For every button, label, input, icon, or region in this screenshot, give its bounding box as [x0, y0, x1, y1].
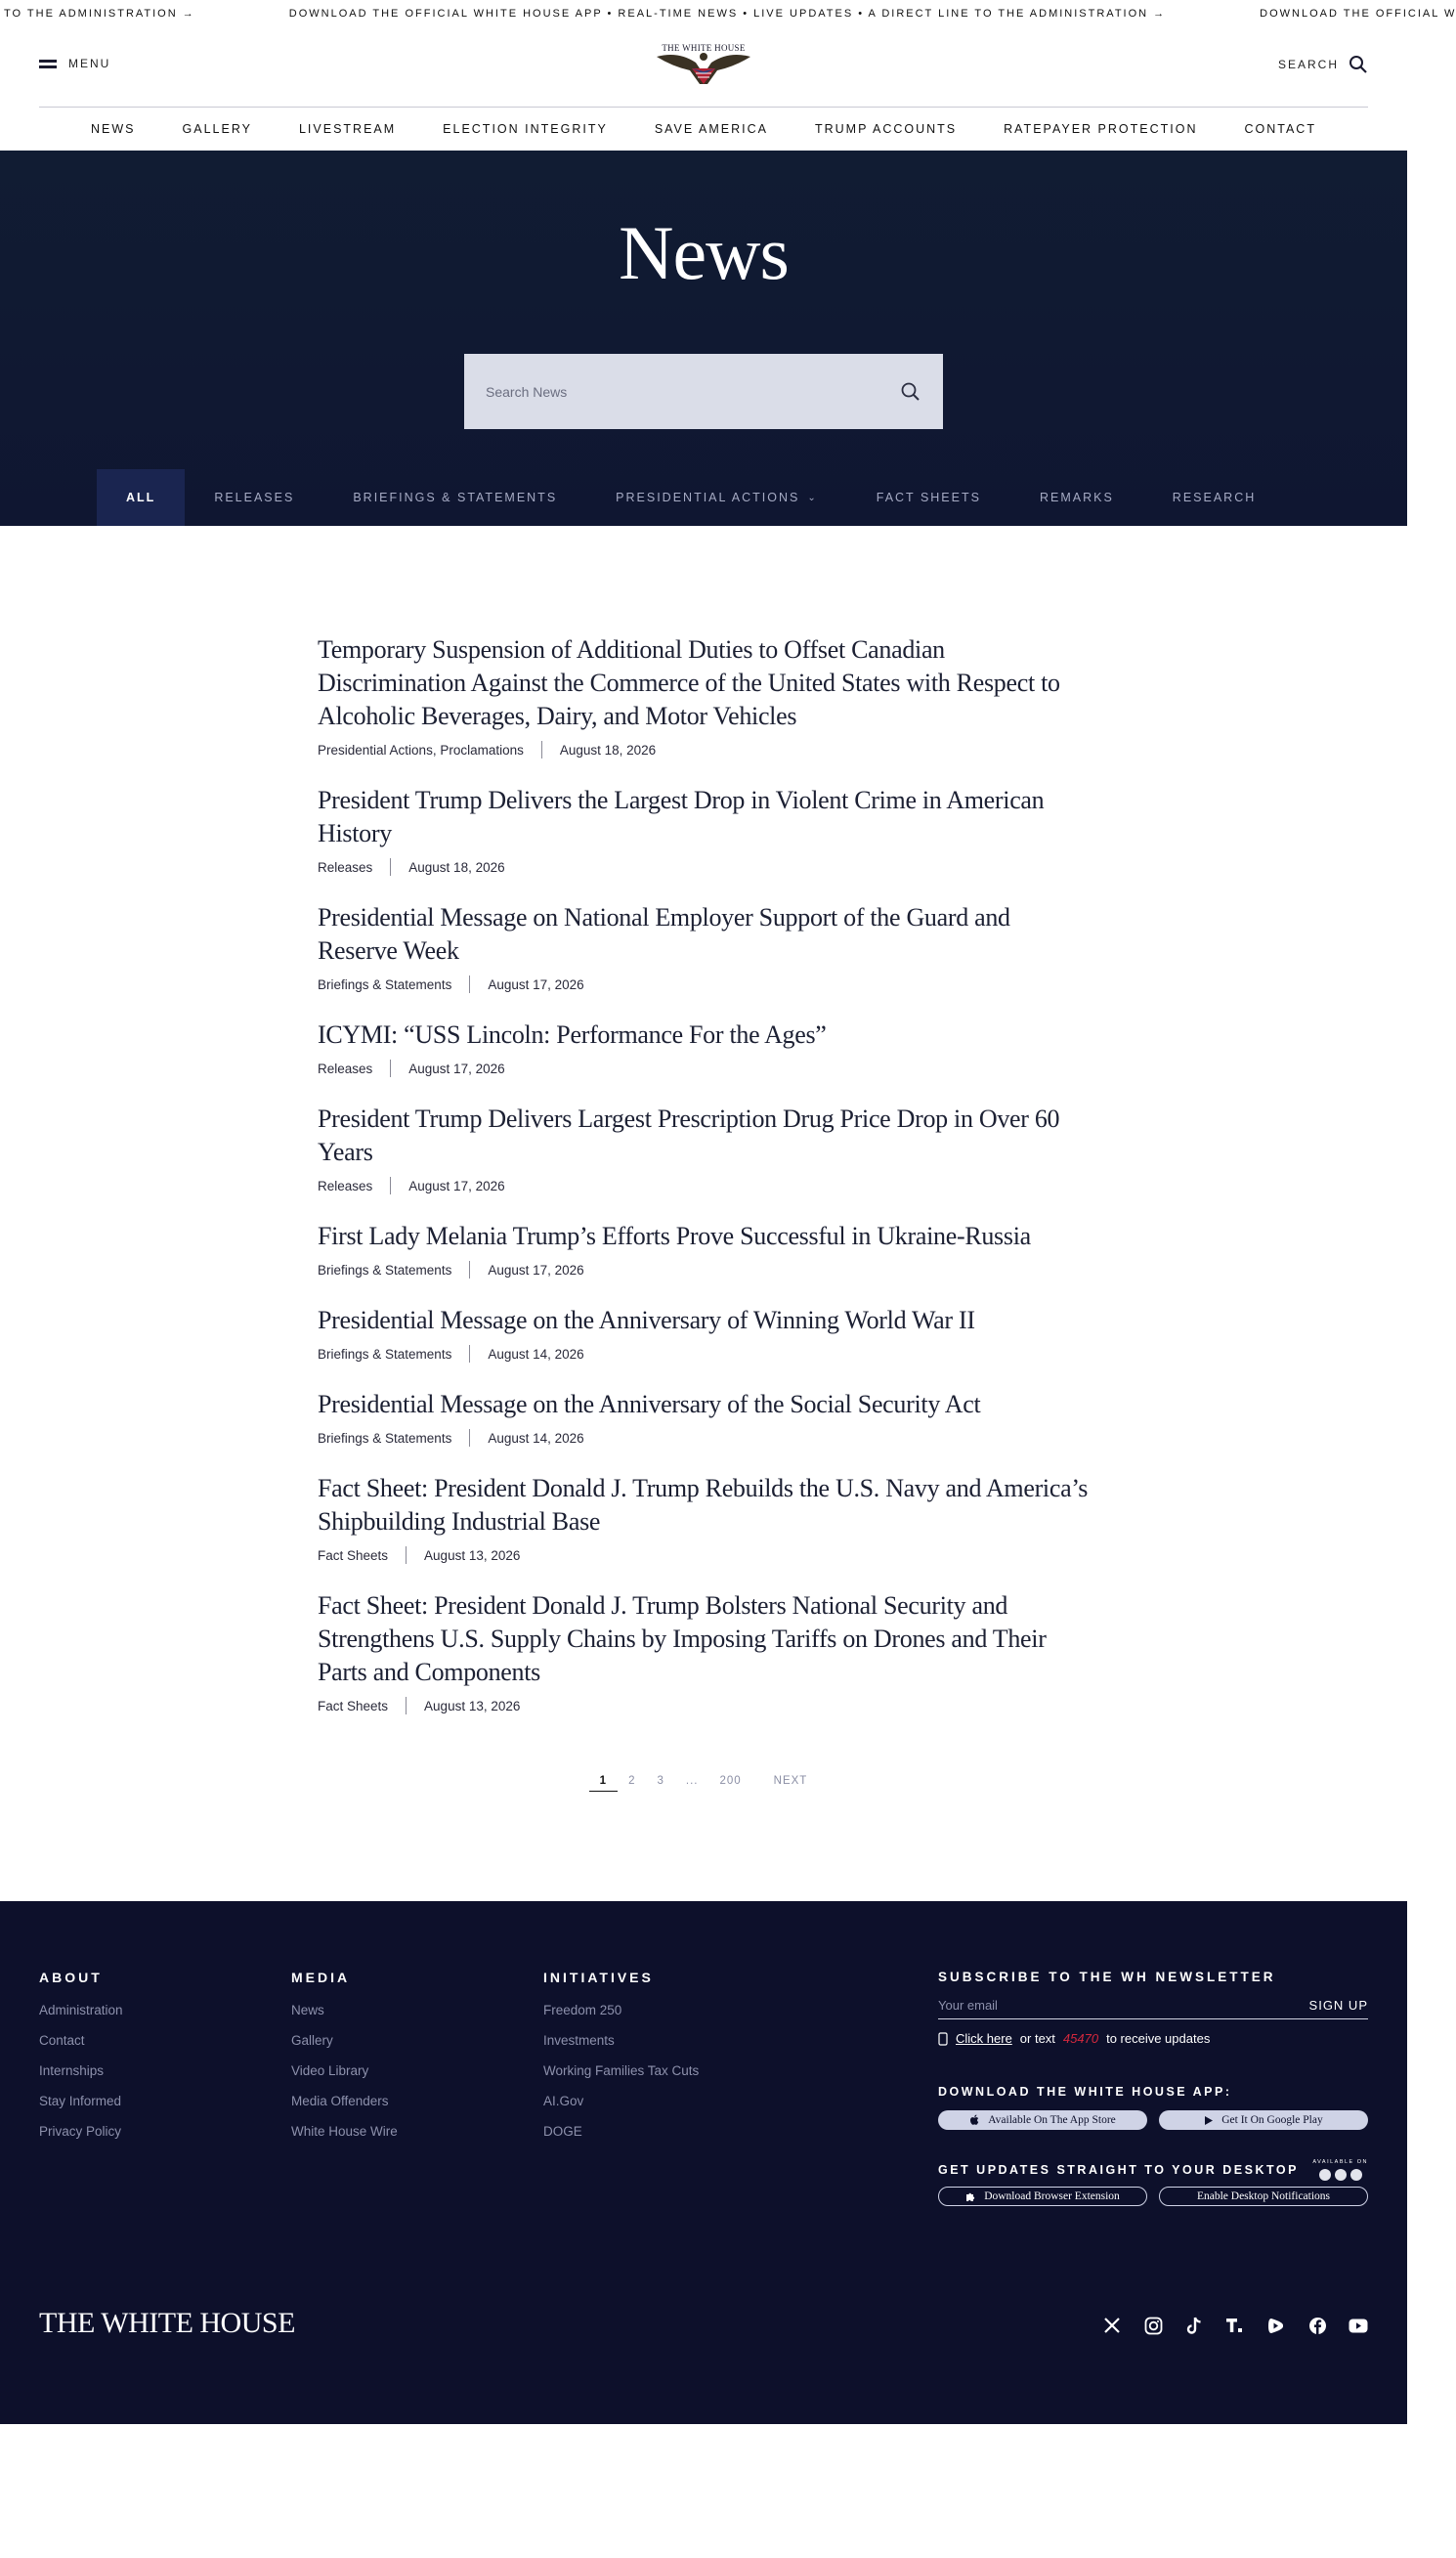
- main-navigation: [0, 108, 1407, 151]
- header-search-button[interactable]: [1278, 55, 1368, 74]
- footer-about: [39, 1970, 123, 2154]
- article-date: August 17, 2026: [408, 1178, 505, 1193]
- news-hero: [0, 151, 1407, 526]
- article-title[interactable]: First Lady Melania Trump’s Efforts Prove Successful in Ukraine-Russia: [318, 1222, 1031, 1250]
- nav-ratepayer-protection[interactable]: RATEPAYER PROTECTION: [1004, 122, 1198, 136]
- page-link[interactable]: 2: [628, 1775, 636, 1787]
- footer-link[interactable]: AI.Gov: [543, 2094, 584, 2108]
- article-date: August 14, 2026: [488, 1346, 584, 1362]
- next-page-button[interactable]: NEXT: [773, 1775, 808, 1787]
- white-house-logo[interactable]: [649, 41, 758, 90]
- divider: [469, 1345, 470, 1363]
- search-label: SEARCH: [1277, 58, 1339, 71]
- announcement-ticker[interactable]: [0, 0, 1456, 27]
- article-date: August 18, 2026: [408, 859, 505, 875]
- truth-social-icon[interactable]: [1225, 2316, 1245, 2335]
- play-store-icon: [1204, 2115, 1214, 2126]
- footer-link[interactable]: Internships: [39, 2063, 105, 2078]
- list-item: [318, 1388, 1090, 1447]
- app-buttons: [938, 2110, 1368, 2130]
- divider: [541, 741, 542, 759]
- site-footer: [0, 1901, 1407, 2424]
- ticker-item[interactable]: TO THE ADMINISTRATION →: [4, 8, 195, 20]
- article-category[interactable]: Presidential Actions, Proclamations: [318, 742, 524, 758]
- article-date: August 18, 2026: [559, 742, 657, 758]
- divider: [469, 1261, 470, 1279]
- desktop-buttons: [938, 2187, 1368, 2206]
- news-search: [464, 354, 943, 429]
- ticker-item[interactable]: DOWNLOAD THE OFFICIAL W: [1260, 8, 1456, 20]
- divider: [469, 976, 470, 993]
- email-field[interactable]: [938, 1998, 1110, 2013]
- browser-extension-label: Download Browser Extension: [984, 2190, 1120, 2202]
- phone-icon: [938, 2032, 948, 2046]
- footer-link[interactable]: Video Library: [291, 2063, 369, 2078]
- page-ellipsis: ...: [685, 1775, 699, 1787]
- footer-link[interactable]: White House Wire: [291, 2124, 398, 2139]
- tab-all[interactable]: ALL: [97, 469, 185, 526]
- desktop-heading: GET UPDATES STRAIGHT TO YOUR DESKTOP: [938, 2163, 1299, 2177]
- app-store-button[interactable]: [938, 2110, 1147, 2130]
- article-category[interactable]: Fact Sheets: [318, 1698, 389, 1713]
- article-title[interactable]: Presidential Message on the Anniversary of Winning World War II: [318, 1306, 975, 1334]
- or-text: or text: [1019, 2031, 1055, 2046]
- divider: [390, 1060, 391, 1077]
- footer-link[interactable]: DOGE: [543, 2124, 582, 2139]
- divider: [406, 1697, 407, 1714]
- footer-heading: INITIATIVES: [543, 1970, 654, 1985]
- article-date: August 17, 2026: [488, 976, 584, 992]
- article-title[interactable]: Presidential Message on the Anniversary of the Social Security Act: [318, 1390, 981, 1418]
- list-item: [318, 1019, 1090, 1077]
- search-icon[interactable]: [900, 381, 921, 403]
- article-date: August 17, 2026: [488, 1262, 584, 1278]
- page-link-current[interactable]: 1: [589, 1775, 618, 1792]
- divider: [406, 1546, 407, 1564]
- google-play-button[interactable]: [1159, 2110, 1368, 2130]
- divider: [469, 1429, 470, 1447]
- tab-remarks[interactable]: REMARKS: [1039, 491, 1114, 504]
- youtube-icon[interactable]: [1349, 2316, 1368, 2335]
- menu-label: MENU: [68, 57, 111, 70]
- firefox-icon: [1350, 2169, 1362, 2181]
- puzzle-icon: [965, 2191, 976, 2202]
- click-here-link[interactable]: Click here: [956, 2031, 1012, 2046]
- footer-media: [291, 1970, 398, 2154]
- footer-link[interactable]: Investments: [543, 2033, 615, 2048]
- svg-text:THE WHITE HOUSE: THE WHITE HOUSE: [662, 43, 746, 53]
- tab-briefings-statements[interactable]: BRIEFINGS & STATEMENTS: [353, 491, 558, 504]
- news-search-input[interactable]: [486, 384, 900, 400]
- nav-livestream[interactable]: LIVESTREAM: [298, 122, 397, 136]
- apple-icon: [969, 2114, 980, 2126]
- article-date: August 14, 2026: [488, 1430, 584, 1446]
- desktop-notifications-label: Enable Desktop Notifications: [1196, 2190, 1331, 2202]
- article-title[interactable]: ICYMI: “USS Lincoln: Performance For the Ages”: [318, 1020, 827, 1049]
- footer-wordmark[interactable]: THE WHITE HOUSE: [39, 2307, 295, 2339]
- tiktok-icon[interactable]: [1184, 2316, 1204, 2335]
- article-date: August 13, 2026: [424, 1698, 521, 1713]
- email-signup: [938, 1998, 1368, 2019]
- desktop-updates-header: [938, 2159, 1368, 2181]
- safari-icon: [1335, 2169, 1347, 2181]
- footer-link[interactable]: Working Families Tax Cuts: [543, 2063, 700, 2078]
- chevron-down-icon: ⌄: [807, 492, 818, 503]
- tab-label: PRESIDENTIAL ACTIONS: [616, 491, 800, 504]
- nav-save-america[interactable]: SAVE AMERICA: [654, 122, 768, 136]
- available-browsers: [1312, 2159, 1368, 2181]
- divider: [390, 1177, 391, 1194]
- nav-contact[interactable]: CONTACT: [1244, 122, 1316, 136]
- list-item: [318, 1220, 1090, 1279]
- footer-initiatives: [543, 1970, 699, 2154]
- page-link[interactable]: 3: [657, 1775, 664, 1787]
- newsletter-panel: [938, 1970, 1368, 2206]
- app-heading: DOWNLOAD THE WHITE HOUSE APP:: [938, 2085, 1232, 2099]
- nav-gallery[interactable]: GALLERY: [182, 122, 252, 136]
- footer-link[interactable]: Privacy Policy: [39, 2124, 122, 2139]
- article-category[interactable]: Releases: [318, 1061, 373, 1076]
- sms-code: 45470: [1062, 2031, 1099, 2046]
- browser-extension-button[interactable]: [938, 2187, 1147, 2206]
- tab-releases[interactable]: RELEASES: [214, 491, 295, 504]
- list-item: [318, 901, 1090, 993]
- list-item: [318, 1103, 1090, 1194]
- sms-signup: [938, 2031, 1368, 2046]
- app-store-label: Available On The App Store: [988, 2114, 1116, 2126]
- article-category[interactable]: Releases: [318, 859, 373, 875]
- divider: [390, 858, 391, 876]
- footer-link[interactable]: Media Offenders: [291, 2094, 389, 2108]
- tab-research[interactable]: RESEARCH: [1172, 491, 1257, 504]
- page-title: News: [619, 210, 789, 295]
- article-title[interactable]: Fact Sheet: President Donald J. Trump Bolsters National Security and Strengthens U.S. Supply Chains by Imposing Tariffs on Drones and Their Parts and Components: [318, 1591, 1047, 1686]
- article-category[interactable]: Releases: [318, 1178, 373, 1193]
- menu-button[interactable]: [39, 57, 110, 70]
- receive-text: to receive updates: [1106, 2031, 1211, 2046]
- tab-presidential-actions[interactable]: [586, 469, 847, 526]
- article-category[interactable]: Briefings & Statements: [318, 1262, 452, 1278]
- instagram-icon[interactable]: [1143, 2316, 1163, 2335]
- article-date: August 17, 2026: [408, 1061, 505, 1076]
- page-link[interactable]: 200: [719, 1775, 742, 1787]
- sign-up-button[interactable]: SIGN UP: [1308, 1998, 1368, 2013]
- footer-heading: ABOUT: [39, 1970, 103, 1985]
- search-icon: [1349, 55, 1368, 74]
- article-title[interactable]: President Trump Delivers the Largest Drop in Violent Crime in American History: [318, 786, 1045, 847]
- list-item: [318, 784, 1090, 876]
- nav-election-integrity[interactable]: ELECTION INTEGRITY: [443, 122, 608, 136]
- list-item: [318, 633, 1090, 759]
- newsletter-heading: SUBSCRIBE TO THE WH NEWSLETTER: [938, 1970, 1276, 1984]
- hamburger-icon: [39, 58, 57, 69]
- list-item: [318, 1304, 1090, 1363]
- facebook-icon[interactable]: [1307, 2316, 1327, 2335]
- article-category[interactable]: Briefings & Statements: [318, 1430, 452, 1446]
- category-tabs: [97, 469, 1285, 526]
- list-item: [318, 1589, 1090, 1714]
- google-play-label: Get It On Google Play: [1221, 2114, 1323, 2126]
- pagination: [318, 1775, 1090, 1792]
- ticker-item[interactable]: DOWNLOAD THE OFFICIAL WHITE HOUSE APP • REAL-TIME NEWS • LIVE UPDATES • A DIRECT LINE TO THE ADMINISTRATION →: [288, 8, 1167, 20]
- tab-fact-sheets[interactable]: FACT SHEETS: [876, 491, 981, 504]
- footer-link[interactable]: Gallery: [291, 2033, 333, 2048]
- article-title[interactable]: Temporary Suspension of Additional Duties to Offset Canadian Discrimination Against the Commerce of the United States with Respect to Alcoholic Beverages, Dairy, and Motor Vehicles: [318, 635, 1060, 730]
- article-category[interactable]: Briefings & Statements: [318, 1346, 452, 1362]
- chrome-icon: [1319, 2169, 1331, 2181]
- footer-link[interactable]: Administration: [39, 2003, 123, 2017]
- article-category[interactable]: Fact Sheets: [318, 1547, 389, 1563]
- social-links: [1102, 2316, 1368, 2335]
- article-title[interactable]: President Trump Delivers Largest Prescription Drug Price Drop in Over 60 Years: [318, 1105, 1060, 1166]
- nav-news[interactable]: NEWS: [91, 122, 136, 136]
- footer-link[interactable]: Contact: [39, 2033, 85, 2048]
- footer-link[interactable]: Stay Informed: [39, 2094, 122, 2108]
- footer-link[interactable]: News: [291, 2003, 324, 2017]
- list-item: [318, 1472, 1090, 1564]
- site-header: [39, 27, 1368, 108]
- article-title[interactable]: Presidential Message on National Employer Support of the Guard and Reserve Week: [318, 903, 1010, 965]
- footer-heading: MEDIA: [291, 1970, 351, 1985]
- available-on-label: AVAILABLE ON: [1312, 2159, 1368, 2165]
- article-title[interactable]: Fact Sheet: President Donald J. Trump Rebuilds the U.S. Navy and America’s Shipbuilding Industrial Base: [318, 1474, 1089, 1536]
- desktop-notifications-button[interactable]: [1159, 2187, 1368, 2206]
- article-category[interactable]: Briefings & Statements: [318, 976, 452, 992]
- article-date: August 13, 2026: [424, 1547, 521, 1563]
- x-icon[interactable]: [1102, 2316, 1122, 2335]
- footer-link[interactable]: Freedom 250: [543, 2003, 622, 2017]
- nav-trump-accounts[interactable]: TRUMP ACCOUNTS: [814, 122, 958, 136]
- rumble-icon[interactable]: [1266, 2316, 1286, 2335]
- news-list: [318, 526, 1090, 1792]
